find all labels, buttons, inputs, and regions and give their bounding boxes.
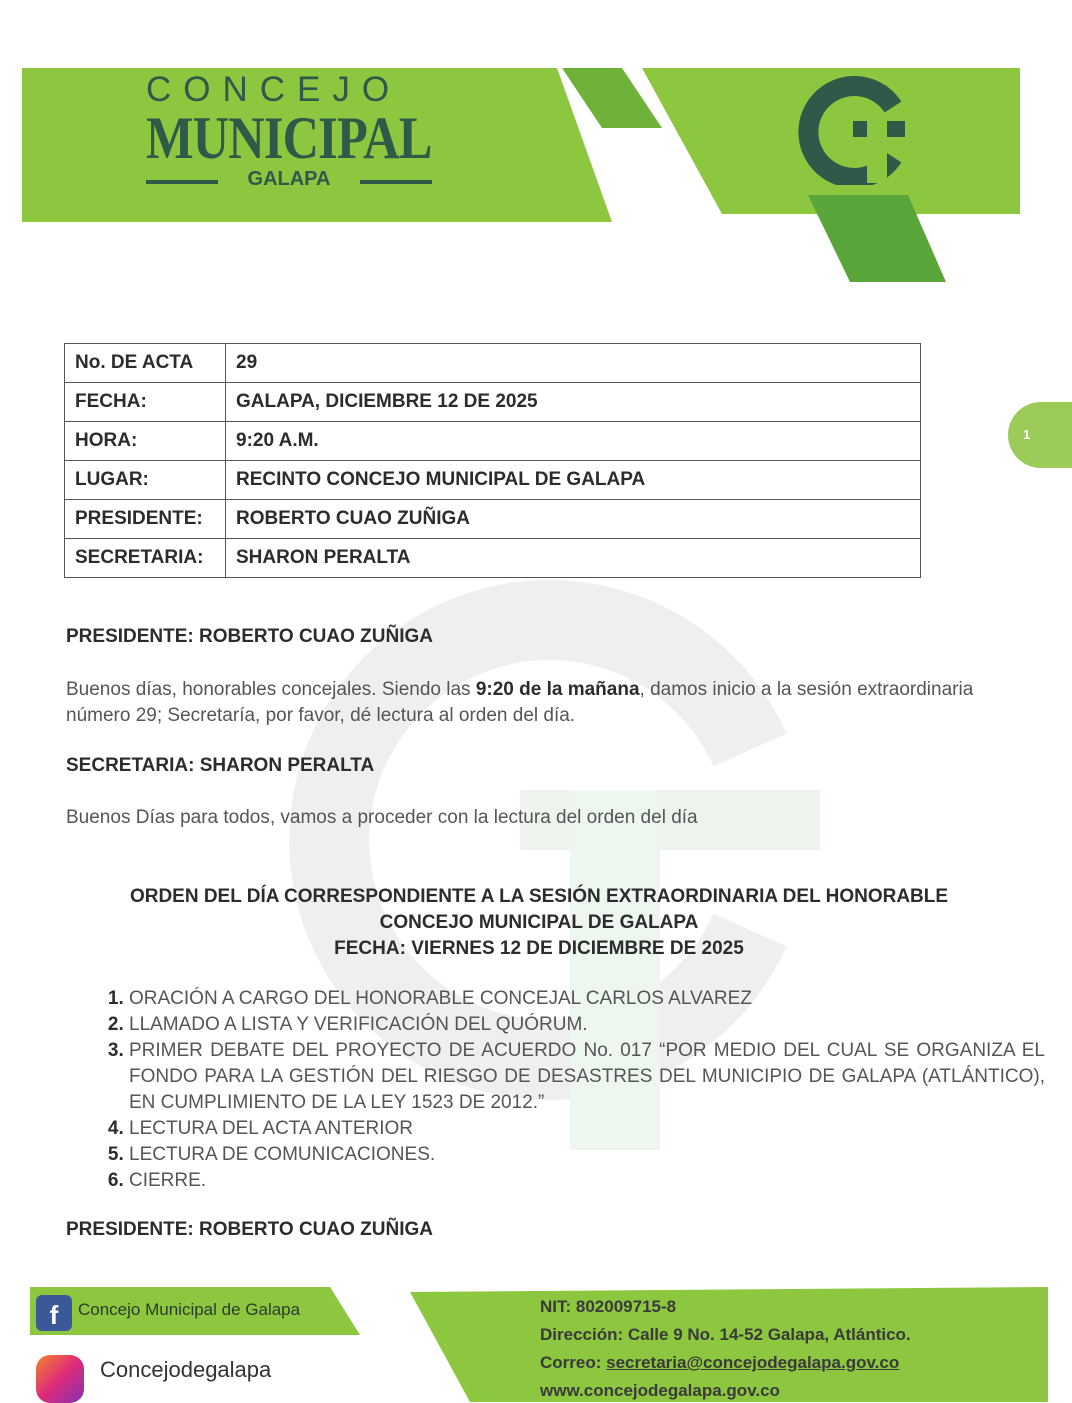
- table-value: GALAPA, DICIEMBRE 12 DE 2025: [226, 383, 921, 422]
- orden-heading-line: FECHA: VIERNES 12 DE DICIEMBRE DE 2025: [334, 938, 744, 959]
- list-item: 6. CIERRE.: [129, 1168, 1045, 1194]
- logo-galapa-text: GALAPA: [247, 168, 331, 190]
- table-label: FECHA:: [65, 383, 226, 422]
- website-link[interactable]: www.concejodegalapa.gov.co: [540, 1381, 780, 1400]
- g-logo-icon: [795, 75, 910, 185]
- table-row: [65, 539, 921, 578]
- paragraph-bold-time: 9:20 de la mañana: [475, 679, 640, 700]
- footer-direccion: Dirección: Calle 9 No. 14-52 Galapa, Atlántico.: [540, 1325, 911, 1344]
- table-row: [65, 383, 921, 422]
- orden-heading-line: ORDEN DEL DÍA CORRESPONDIENTE A LA SESIÓN EXTRAORDINARIA DEL HONORABLE: [129, 886, 949, 907]
- table-label: No. DE ACTA: [65, 344, 226, 383]
- list-item: 3. PRIMER DEBATE DEL PROYECTO DE ACUERDO No. 017 “POR MEDIO DEL CUAL SE ORGANIZA EL FONDO PARA LA GESTIÓN DEL RIESGO DE DESASTRES DEL MUNICIPIO DE GALAPA (ATLÁNTICO), EN CUMPLIMIENTO DE LA LEY 1523 DE 2012.”: [129, 1038, 1045, 1116]
- table-value: SHARON PERALTA: [226, 539, 921, 578]
- email-link[interactable]: secretaria@concejodegalapa.gov.co: [606, 1353, 900, 1372]
- table-label: SECRETARIA:: [65, 539, 226, 578]
- table-label: HORA:: [65, 422, 226, 461]
- acta-info-table: [64, 343, 921, 578]
- facebook-link[interactable]: Concejo Municipal de Galapa: [78, 1300, 301, 1319]
- logo-concejo-text: CONCEJO: [146, 70, 402, 109]
- footer-correo: [540, 1353, 899, 1373]
- instagram-link[interactable]: Concejodegalapa: [100, 1357, 272, 1382]
- speaker-heading-secretary: SECRETARIA: SHARON PERALTA: [66, 755, 375, 776]
- table-value: 29: [226, 344, 921, 383]
- paragraph-text: Buenos días, honorables concejales. Siendo las: [66, 679, 476, 700]
- orden-del-dia-list: [96, 986, 1045, 1194]
- table-row: [65, 500, 921, 539]
- table-value: ROBERTO CUAO ZUÑIGA: [226, 500, 921, 539]
- table-label: LUGAR:: [65, 461, 226, 500]
- table-row: [65, 422, 921, 461]
- speaker-heading-president: PRESIDENTE: ROBERTO CUAO ZUÑIGA: [66, 626, 434, 647]
- orden-heading-line: CONCEJO MUNICIPAL DE GALAPA: [379, 912, 699, 933]
- table-row: [65, 461, 921, 500]
- table-value: 9:20 A.M.: [226, 422, 921, 461]
- table-value: RECINTO CONCEJO MUNICIPAL DE GALAPA: [226, 461, 921, 500]
- footer-nit: NIT: 802009715-8: [540, 1297, 677, 1316]
- paragraph-secretary: Buenos Días para todos, vamos a proceder con la lectura del orden del día: [66, 807, 698, 828]
- logo-municipal-text: MUNICIPAL: [146, 105, 432, 171]
- list-item: 4. LECTURA DEL ACTA ANTERIOR: [129, 1116, 1045, 1142]
- list-item: 5. LECTURA DE COMUNICACIONES.: [129, 1142, 1045, 1168]
- table-row: [65, 344, 921, 383]
- instagram-icon: [36, 1355, 84, 1403]
- table-label: PRESIDENTE:: [65, 500, 226, 539]
- facebook-icon: f: [36, 1295, 72, 1331]
- list-item: 1. ORACIÓN A CARGO DEL HONORABLE CONCEJAL CARLOS ALVAREZ: [129, 986, 1045, 1012]
- list-item: 2. LLAMADO A LISTA Y VERIFICACIÓN DEL QUÓRUM.: [129, 1012, 1045, 1038]
- orden-del-dia-heading: [66, 884, 1012, 962]
- header-accent-shape: [808, 195, 948, 283]
- paragraph-president: [66, 677, 1012, 729]
- paragraph-text: , damos inicio a la sesión extraordinaria número 29; Secretaría, por favor, dé lectura al orden del día.: [66, 679, 974, 726]
- speaker-heading-president-2: PRESIDENTE: ROBERTO CUAO ZUÑIGA: [66, 1219, 434, 1240]
- page-number-badge: 1: [1008, 402, 1072, 468]
- footer-correo-label: Correo:: [540, 1353, 607, 1372]
